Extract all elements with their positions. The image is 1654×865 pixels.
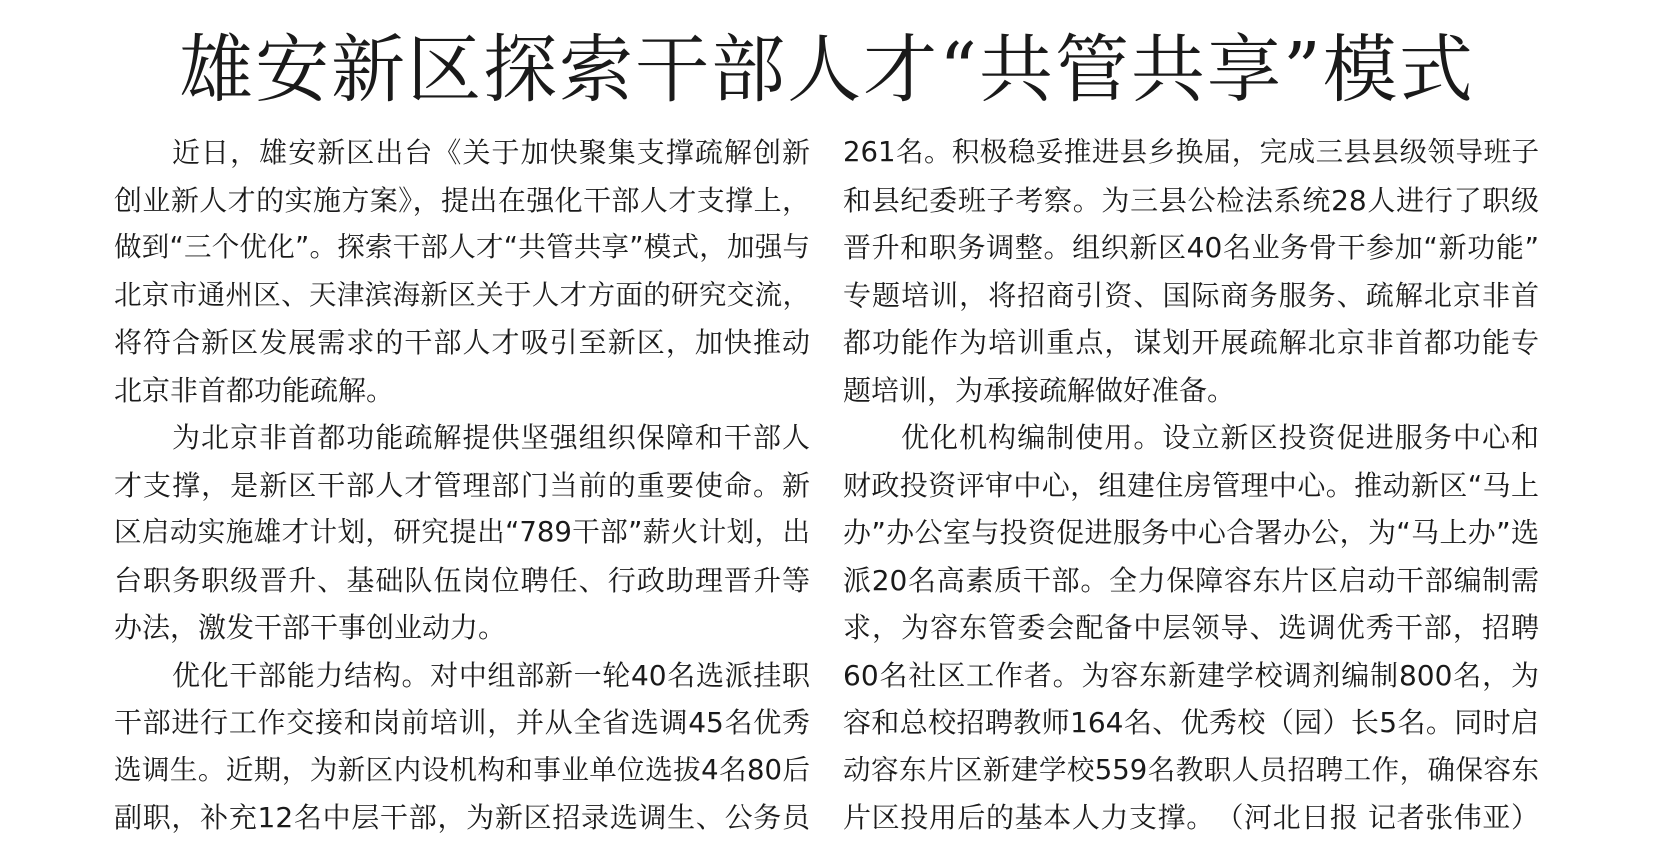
text-line: 干部进行工作交接和岗前培训，并从全省选调45名优秀 <box>114 706 810 739</box>
text-line: 60名社区工作者。为容东新建学校调剂编制800名，为 <box>843 658 1539 692</box>
text-line: 区启动实施雄才计划，研究提出“789干部”薪火计划，出 <box>114 516 810 548</box>
text-line: 办”办公室与投资促进服务中心合署办公，为“马上办”选 <box>843 516 1539 549</box>
text-line: 选调生。近期，为新区内设机构和事业单位选拔4名80后 <box>114 753 810 786</box>
text-line: 优化干部能力结构。对中组部新一轮40名选派挂职 <box>172 658 810 692</box>
text-line: 片区投用后的基本人力支撑。 （河北日报 记者张伟亚） <box>843 801 1539 834</box>
text-line: 容和总校招聘教师164名、优秀校（园）长5名。同时启 <box>843 706 1539 739</box>
text-line: 台职务职级晋升、基础队伍岗位聘任、行政助理晋升等 <box>114 563 810 597</box>
text-line: 优化机构编制使用。设立新区投资促进服务中心和 <box>901 421 1539 454</box>
text-line: 晋升和职务调整。组织新区40名业务骨干参加“新功能” <box>843 231 1539 264</box>
text-line: 办法，激发干部干事创业动力。 <box>114 611 507 644</box>
text-line: 做到“三个优化”。探索干部人才“共管共享”模式，加强与 <box>114 231 810 263</box>
text-line: 和县纪委班子考察。为三县公检法系统28人进行了职级 <box>843 183 1539 217</box>
text-line: 北京非首都功能疏解。 <box>114 373 395 407</box>
text-line: 专题培训，将招商引资、国际商务服务、疏解北京非首 <box>843 278 1539 312</box>
article-column-right <box>843 129 1539 842</box>
text-line: 创业新人才的实施方案》，提出在强化干部人才支撑上， <box>114 183 810 217</box>
text-line: 题培训，为承接疏解做好准备。 <box>843 373 1236 407</box>
article-column-left <box>114 129 810 842</box>
text-line: 261名。积极稳妥推进县乡换届，完成三县县级领导班子 <box>843 136 1539 168</box>
text-line: 派20名高素质干部。全力保障容东片区启动干部编制需 <box>843 563 1539 597</box>
text-line: 财政投资评审中心，组建住房管理中心。推动新区“马上 <box>843 468 1539 502</box>
text-line: 副职，补充12名中层干部，为新区招录选调生、公务员 <box>114 801 810 834</box>
text-line: 求，为容东管委会配备中层领导、选调优秀干部，招聘 <box>843 611 1539 644</box>
text-line: 都功能作为培训重点，谋划开展疏解北京非首都功能专 <box>843 326 1539 359</box>
text-line: 才支撑，是新区干部人才管理部门当前的重要使命。新 <box>114 468 810 502</box>
text-line: 为北京非首都功能疏解提供坚强组织保障和干部人 <box>172 421 810 454</box>
text-line: 北京市通州区、天津滨海新区关于人才方面的研究交流， <box>114 278 810 311</box>
article-headline: 雄安新区探索干部人才“共管共享”模式 <box>179 27 1475 113</box>
text-line: 动容东片区新建学校559名教职人员招聘工作，确保容东 <box>843 753 1539 786</box>
text-line: 近日，雄安新区出台《关于加快聚集支撑疏解创新 <box>172 136 810 169</box>
text-line: 将符合新区发展需求的干部人才吸引至新区，加快推动 <box>114 326 810 359</box>
